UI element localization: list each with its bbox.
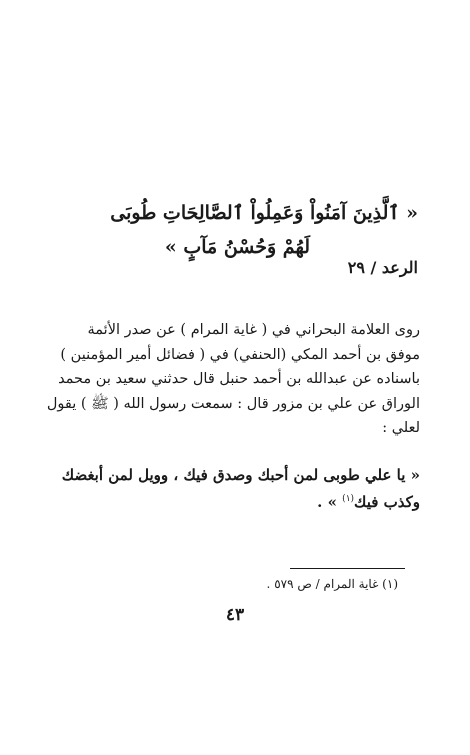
verse-line-2: لَهُمْ وَحُسْنُ مَآبٍ » xyxy=(164,236,310,258)
narration-line-1: روى العلامة البحراني في ( غاية المرام ) عن صدر الأئمة xyxy=(87,322,420,338)
footnote: (١) غاية المرام / ص ٥٧٩ . xyxy=(266,577,398,591)
footnote-reference[interactable]: (١) xyxy=(342,494,355,504)
page-number: ٤٣ xyxy=(225,605,245,625)
quran-verse xyxy=(38,196,418,264)
hadith-line-2-end: » . xyxy=(317,493,343,511)
verse-line-1: « ٱلَّذِينَ آمَنُواْ وَعَمِلُواْ ٱلصَّالِحَاتِ طُوبَى xyxy=(110,202,418,224)
narration-line-2: موفق بن أحمد المكي (الحنفي) في ( فضائل أمير المؤمنين ) xyxy=(60,346,420,363)
hadith-quote xyxy=(42,463,420,514)
hadith-line-2 xyxy=(42,487,420,514)
narration-line-3: باسناده عن عبدالله بن أحمد حنبل قال حدثني سعيد بن محمد xyxy=(58,371,420,387)
narration-line-4: الوراق عن علي بن مزور قال : سمعت رسول الله ( ﷺ ) يقول xyxy=(46,395,420,412)
hadith-line-2-text: وكذب فيك xyxy=(354,493,420,511)
footnote-divider xyxy=(290,568,405,569)
hadith-line-1: « يا علي طوبى لمن أحبك وصدق فيك ، وويل لمن أبغضك xyxy=(61,466,420,484)
narration-paragraph xyxy=(42,318,420,441)
verse-citation: الرعد / ٢٩ xyxy=(347,258,418,277)
narration-line-5: لعلي : xyxy=(382,420,420,436)
